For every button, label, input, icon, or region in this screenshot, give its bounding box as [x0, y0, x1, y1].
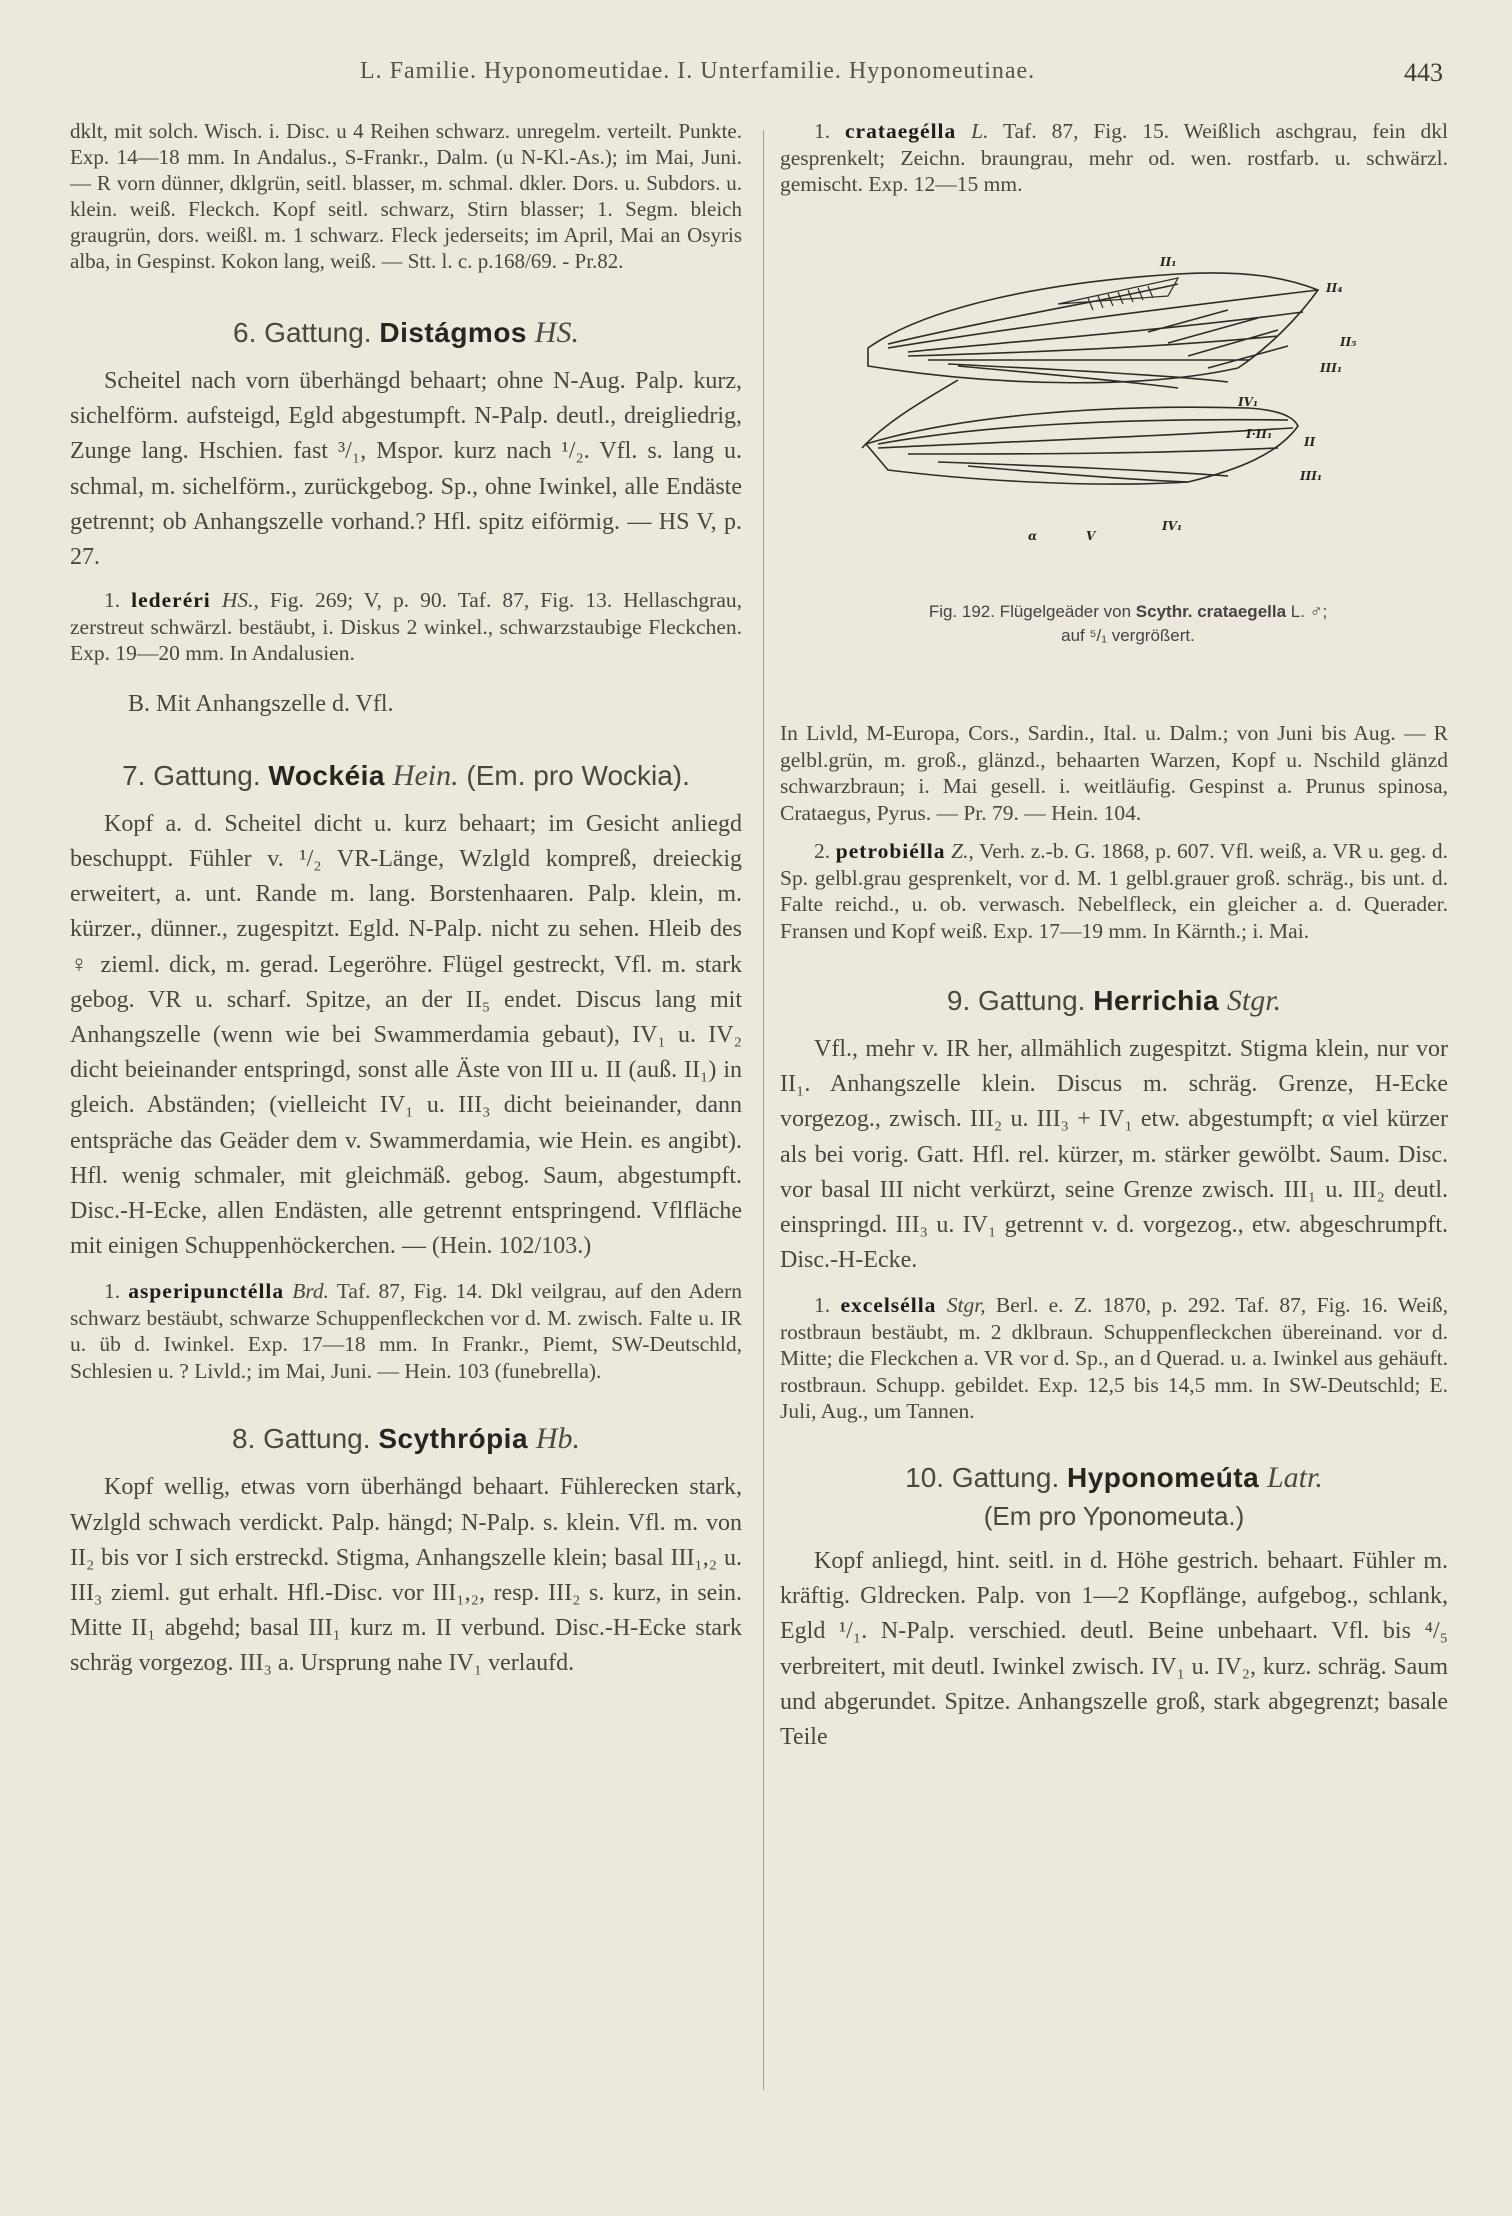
genus-description: Vfl., mehr v. IR her, allmählich zugespitzt. Stigma klein, nur vor II₁. Anhangszelle klein. Discus m. schräg. Grenze, H-Ecke vorgezog., zwisch. III₂ u. III₃ + IV₁ etw. abgestumpft; α viel kürzer als bei vorig. Gatt. Hfl. rel. kürzer, m. stärker gewölbt. Saum. Disc. vor basal III nicht verkürzt, seine Grenze zwisch. III₁ u. III₂ deutl. einspringd. III₃ u. IV₁ getrennt v. d. vorgezog., etw. abgeschrumpft. Disc.-H-Ecke. [780, 1036, 1448, 1274]
species-author: L. [971, 119, 989, 143]
genus-author: Hein. [392, 758, 459, 792]
genus-author: Stgr. [1226, 984, 1282, 1017]
genus-name: Scythrópia [378, 1423, 529, 1455]
genus-description: Kopf wellig, etwas vorn überhängd behaart. Fühlerecken stark, Wzlgld schwach verdickt. Palp. hängd; N-Palp. s. klein. Vfl. m. von II₂ bis vor I sich erstreckd. Stigma, Anhangszelle klein; basal III₁,₂ u. III₃ zieml. gut erhalt. Hfl.-Disc. vor III₁,₂, resp. III₂ s. kurz, in sein. Mitte II₁ abgehd; basal III₁ kurz m. II verbund. Disc.-H-Ecke stark schräg vorgezog. III₃ a. Ursprung nahe IV₁ verlaufd. [70, 1474, 742, 1677]
species-description: , Verh. z.-b. G. 1868, p. 607. Vfl. weiß, a. VR u. geg. d. Sp. gelbl.grau gesprenkelt, vor d. M. 1 gelbl.grauer groß. schräg., bis unt. d. Falte reichd., u. ob. verwasch. Nebelfleck, ein gleicher a. d. Querader. Fransen und Kopf weiß. Exp. 17—19 mm. In Kärnth.; i. Mai. [780, 839, 1449, 943]
vein-label: III₁ [1300, 469, 1323, 483]
genus-heading-9 [780, 984, 1448, 1018]
species-description: , Fig. 269; V, p. 90. Taf. 87, Fig. 13. Hellaschgrau, zerstreut schwärzl. bestäubt, i. Diskus 2 winkel., schwarzstaubige Fleckchen. Exp. 19—20 mm. In Andalusien. [70, 588, 743, 666]
species-description: Berl. e. Z. 1870, p. 292. Taf. 87, Fig. 16. Weiß, rostbraun bestäubt, m. 2 dklbraun. Schuppenfleckchen übereinand. vor d. Mitte; die Fleckchen a. VR vor d. Sp., an d Querad. u. a. Iwinkel aus gehäuft. rostbraun. Schupp. gebildet. Exp. 12,5 bis 14,5 mm. In SW-Deutschld; E. Juli, Aug., um Tannen. [780, 1293, 1449, 1424]
genus-number: 8. Gattung. [232, 1423, 371, 1455]
genus-description: Scheitel nach vorn überhängd behaart; ohne N-Aug. Palp. kurz, sichelförm. aufsteigd, Egld abgestumpft. N-Palp. deutl., dreigliedrig, Zunge lang. Hschien. fast ³/₁, Mspor. kurz nach ¹/₂. Vfl. s. lang u. schmal, m. sichelförm., zurückgebog. Sp., ohne Iwinkel, alle Endäste getrennt; ob Anhangszelle vorhand.? Hfl. spitz eiförmig. — HS V, p. 27. [70, 368, 742, 571]
genus-number: 7. Gattung. [122, 759, 261, 791]
species-entry [780, 838, 1448, 944]
caption-species: Scythr. crataegella [1135, 602, 1287, 621]
genus-number: 9. Gattung. [946, 985, 1086, 1016]
section-heading: B. Mit Anhangszelle d. Vfl. [128, 690, 394, 717]
caption-text: Fig. 192. Flügelgeäder von [928, 602, 1132, 621]
vein-label: IV₁ [1162, 519, 1183, 533]
genus-number: 6. Gattung. [233, 317, 372, 348]
genus-author: Hb. [535, 1422, 580, 1456]
genus-description: Kopf a. d. Scheitel dicht u. kurz behaart; im Gesicht anliegd beschuppt. Fühler v. ¹/₂ VR-Länge, Wzlgld kompreß, dreieckig erweitert, a. unt. Rande m. lang. Borstenhaaren. Palp. klein, m. kürzer., dünner., zugespitzt. Egld. N-Palp. nicht zu sehen. Hleib des ♀ zieml. dick, m. gerad. Legeröhre. Flügel gestreckt, Vfl. m. stark gebog. VR u. scharf. Spitze, an der II₅ endet. Discus lang mit Anhangszelle (wenn wie bei Swammerdamia gebaut), IV₁ u. IV₂ dicht beieinander entspringd, sonst alle Äste von III u. II (auß. II₁) in gleich. Abständen; (vielleicht IV₁ u. III₃ dicht beieinander, dann entspräche das Geäder dem v. Swammerdamia, wie Hein. es angibt). Hfl. wenig schmaler, mit gleichmäß. gebog. Saum, abgestumpft. Disc.-H-Ecke, allen Endästen, alle getrennt entspringend. Vflfläche mit einigen Schuppenhöckerchen. — (Hein. 102/103.) [70, 810, 742, 1260]
species-name: excelsélla [840, 1293, 937, 1318]
forewing-outline [868, 273, 1318, 383]
species-description: Taf. 87, Fig. 15. Weißlich aschgrau, fein dkl gesprenkelt; Zeichn. braungrau, mehr od. wen. rostfarb. u. schwärzl. gemischt. Exp. 12—15 mm. [780, 119, 1448, 196]
vein-label: II [1304, 435, 1316, 449]
vein-label: II₁ [1160, 255, 1177, 269]
species-entry [70, 1278, 742, 1384]
genus-author: Latr. [1266, 1460, 1323, 1494]
genus-heading-10 [780, 1461, 1448, 1495]
species-name: asperipunctélla [128, 1279, 285, 1304]
species-number: 1. [104, 1279, 121, 1304]
vein-label: II₅ [1340, 335, 1357, 349]
genus-name: Wockéia [268, 759, 385, 791]
genus-heading-7 [70, 759, 742, 793]
vein-label: III₁ [1320, 361, 1343, 375]
distribution-paragraph: In Livld, M-Europa, Cors., Sardin., Ital. u. Dalm.; von Juni bis Aug. — R gelbl.grün, m. groß., glänzd., behaarten Warzen, Kopf u. Nschild glänzd schwarzbraun; i. Mai gesell. i. weitläufig. Gespinst a. Prunus spinosa, Crataegus, Pyrus. — Pr. 79. — Hein. 104. [780, 721, 1448, 825]
genus-author: HS. [534, 316, 579, 349]
species-number: 1. [814, 1293, 831, 1318]
vein-label: I·II₁ [1246, 427, 1273, 441]
continued-paragraph: dklt, mit solch. Wisch. i. Disc. u 4 Reihen schwarz. unregelm. verteilt. Punkte. Exp. 14—18 mm. In Andalus., S-Frankr., Dalm. (u N-Kl.-As.); im Mai, Juni. — R vorn dünner, dklgrün, seitl. blasser, m. schmal. dkler. Dors. u. Subdors. u. klein. weiß. Fleckch. Kopf seitl. schwarz, Stirn blasser; 1. Segm. bleich graugrün, dors. weißl. m. 1 schwarz. Fleck jederseits; im April, Mai an Osyris alba, in Gespinst. Kokon lang, weiß. — Stt. l. c. p.168/69. - Pr.82. [70, 119, 742, 273]
genus-name: Distágmos [379, 317, 528, 348]
species-number: 1. [104, 588, 121, 613]
species-author: HS. [221, 588, 254, 613]
right-column-lower [780, 720, 1448, 1755]
species-entry [780, 118, 1448, 198]
vein-label: α [1028, 529, 1038, 543]
genus-subtitle: (Em pro Yponomeuta.) [983, 1500, 1245, 1531]
genus-note: (Em. pro Wockia). [466, 759, 690, 791]
species-name: petrobiélla [835, 839, 946, 863]
species-number: 1. [814, 119, 831, 143]
figure-caption [848, 600, 1408, 648]
running-title: L. Familie. Hyponomeutidae. I. Unterfamilie. Hyponomeutinae. [360, 58, 1036, 84]
species-number: 2. [814, 839, 831, 863]
caption-text: L. ♂; [1290, 602, 1328, 621]
genus-name: Hyponomeúta [1067, 1461, 1260, 1493]
left-column [70, 118, 742, 1682]
species-description: Taf. 87, Fig. 14. Dkl veilgrau, auf den Adern schwarz bestäubt, schwarze Schuppenfleckchen vor d. M. zwisch. Falte u. IR u. üb d. Iwinkel. Exp. 17—18 mm. In Frankr., Piemt, SW-Deutschld, Schlesien u. ? Livld.; im Mai, Juni. — Hein. 103 (funebrella). [70, 1279, 742, 1383]
species-name: lederéri [131, 588, 211, 613]
right-column [780, 118, 1448, 198]
species-author: Stgr, [946, 1293, 986, 1318]
species-author: Z. [951, 839, 969, 863]
species-entry [70, 587, 742, 667]
genus-number: 10. Gattung. [905, 1461, 1060, 1493]
species-entry [780, 1292, 1448, 1425]
vein-label: II₄ [1326, 281, 1343, 295]
genus-heading-8 [70, 1422, 742, 1456]
wing-venation-figure [848, 248, 1408, 645]
caption-text: auf ⁵/₁ vergrößert. [1061, 626, 1195, 645]
column-divider [763, 130, 764, 2090]
species-author: Brd. [292, 1279, 330, 1304]
species-name: crataegélla [845, 119, 957, 143]
vein-label: IV₁ [1238, 395, 1259, 409]
wing-venation-drawing [848, 248, 1408, 568]
page-number: 443 [1404, 58, 1443, 87]
hindwing-veins [862, 380, 1293, 482]
genus-heading-6 [70, 316, 742, 350]
vein-label: V [1086, 529, 1096, 543]
genus-name: Herrichia [1093, 985, 1220, 1016]
forewing-veins [888, 284, 1318, 388]
genus-description: Kopf anliegd, hint. seitl. in d. Höhe gestrich. behaart. Fühler m. kräftig. Gldrecken. Palp. von 1—2 Kopflänge, aufgebog., schlank, Egld ¹/₁. N-Palp. verschied. deutl. Beine unbehaart. Vfl. bis ⁴/₅ verbreitert, mit deutl. Iwinkel zwisch. IV₁ u. IV₂, kurz. schräg. Saum und abgerundet. Spitze. Anhangszelle groß, stark abgegrenzt; basale Teile [780, 1547, 1448, 1750]
